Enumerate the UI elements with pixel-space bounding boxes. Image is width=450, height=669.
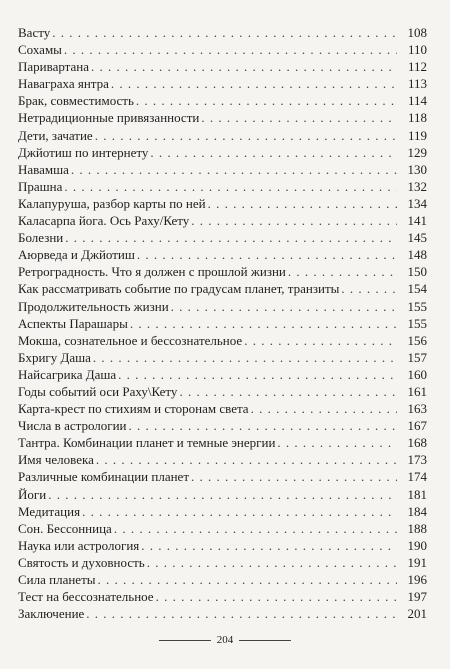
dot-leader xyxy=(52,24,397,41)
dot-leader xyxy=(111,75,397,92)
toc-entry xyxy=(18,92,427,109)
toc-entry-title: Годы событий оси Раху\Кету xyxy=(18,383,178,399)
dot-leader xyxy=(129,417,397,434)
toc-entry xyxy=(18,58,427,75)
toc-entry xyxy=(18,468,427,485)
toc-entry xyxy=(18,571,427,588)
toc-entry-title: Тантра. Комбинации планет и темные энергии xyxy=(18,435,276,451)
dot-leader xyxy=(96,451,397,468)
dot-leader xyxy=(136,92,397,109)
dot-leader xyxy=(191,212,397,229)
toc-entry xyxy=(18,605,427,622)
dot-leader xyxy=(201,109,397,126)
toc-entry-title: Мокша, сознательное и бессознательное xyxy=(18,332,243,348)
toc-entry-page: 167 xyxy=(407,418,427,434)
toc-entry xyxy=(18,451,427,468)
dot-leader xyxy=(91,58,397,75)
dot-leader xyxy=(130,315,397,332)
dot-leader xyxy=(118,366,397,383)
dot-leader xyxy=(251,400,397,417)
dot-leader xyxy=(179,383,397,400)
toc-entry xyxy=(18,417,427,434)
toc-entry xyxy=(18,195,427,212)
toc-entry xyxy=(18,503,427,520)
toc-entry xyxy=(18,144,427,161)
dot-leader xyxy=(150,144,397,161)
toc-entry-page: 184 xyxy=(407,503,427,519)
toc-entry-page: 119 xyxy=(407,127,427,143)
dot-leader xyxy=(82,503,397,520)
toc-entry-page: 190 xyxy=(407,537,427,553)
table-of-contents xyxy=(18,24,427,622)
toc-entry-title: Карта-крест по стихиям и сторонам света xyxy=(18,401,249,417)
toc-entry-page: 154 xyxy=(407,281,427,297)
toc-entry-title: Дети, зачатие xyxy=(18,127,93,143)
toc-entry xyxy=(18,537,427,554)
dot-leader xyxy=(64,41,397,58)
toc-entry-page: 141 xyxy=(407,213,427,229)
toc-entry-title: Бхригу Даша xyxy=(18,349,91,365)
toc-entry-page: 168 xyxy=(407,435,427,451)
toc-entry xyxy=(18,280,427,297)
dot-leader xyxy=(71,161,397,178)
toc-entry-title: Брак, совместимость xyxy=(18,93,134,109)
dot-leader xyxy=(244,332,397,349)
toc-entry-page: 130 xyxy=(407,161,427,177)
toc-entry xyxy=(18,41,427,58)
toc-entry xyxy=(18,332,427,349)
dot-leader xyxy=(147,554,397,571)
toc-entry xyxy=(18,109,427,126)
toc-entry xyxy=(18,486,427,503)
toc-entry-page: 113 xyxy=(407,76,427,92)
toc-entry-page: 157 xyxy=(407,349,427,365)
toc-entry-title: Числа в астрологии xyxy=(18,418,127,434)
toc-entry xyxy=(18,298,427,315)
toc-entry xyxy=(18,75,427,92)
toc-entry xyxy=(18,24,427,41)
toc-entry-page: 148 xyxy=(407,247,427,263)
toc-entry-page: 173 xyxy=(407,452,427,468)
toc-entry-page: 197 xyxy=(407,589,427,605)
toc-entry-page: 114 xyxy=(407,93,427,109)
dot-leader xyxy=(156,588,397,605)
toc-entry-page: 108 xyxy=(407,25,427,40)
toc-entry-page: 134 xyxy=(407,195,427,211)
toc-entry-title: Сила планеты xyxy=(18,572,96,587)
toc-entry-title: Каласарпа йога. Ось Раху/Кету xyxy=(18,213,190,229)
toc-entry-title: Наваграха янтра xyxy=(18,76,109,92)
toc-entry-page: 161 xyxy=(407,383,427,399)
toc-entry-page: 188 xyxy=(407,520,427,536)
dot-leader xyxy=(208,195,397,212)
toc-entry-title: Прашна xyxy=(18,178,63,194)
toc-entry xyxy=(18,554,427,571)
toc-entry-title: Аюрведа и Джйотиш xyxy=(18,247,135,263)
toc-entry-title: Ретроградность. Что я должен с прошлой жизни xyxy=(18,264,286,280)
dot-leader xyxy=(171,298,397,315)
dot-leader xyxy=(93,349,397,366)
footer-rule-right xyxy=(239,640,291,641)
toc-entry-title: Как рассматривать событие по градусам планет, транзиты xyxy=(18,281,340,297)
toc-entry-page: 112 xyxy=(407,59,427,75)
toc-entry-title: Медитация xyxy=(18,503,81,519)
toc-entry-page: 160 xyxy=(407,366,427,382)
toc-entry-title: Продолжительность жизни xyxy=(18,298,169,314)
toc-entry-page: 163 xyxy=(407,401,427,417)
toc-entry-title: Калапуруша, разбор карты по ней xyxy=(18,195,206,211)
toc-entry-title: Йоги xyxy=(18,486,47,502)
dot-leader xyxy=(64,178,397,195)
toc-entry-title: Заключение xyxy=(18,606,85,622)
toc-entry xyxy=(18,383,427,400)
toc-entry xyxy=(18,161,427,178)
toc-entry-page: 118 xyxy=(407,110,427,126)
toc-entry-page: 155 xyxy=(407,298,427,314)
toc-entry-page: 145 xyxy=(407,230,427,246)
toc-entry-title: Тест на бессознательное xyxy=(18,589,154,605)
toc-entry xyxy=(18,520,427,537)
toc-entry-page: 132 xyxy=(407,178,427,194)
dot-leader xyxy=(86,605,397,622)
toc-entry-page: 110 xyxy=(407,42,427,58)
toc-entry xyxy=(18,400,427,417)
toc-entry-title: Джйотиш по интернету xyxy=(18,144,149,160)
page-footer xyxy=(0,634,450,646)
dot-leader xyxy=(98,571,398,588)
dot-leader xyxy=(288,263,397,280)
toc-entry-page: 155 xyxy=(407,315,427,331)
dot-leader xyxy=(141,537,397,554)
toc-entry-title: Аспекты Парашары xyxy=(18,315,128,331)
toc-entry-title: Болезни xyxy=(18,230,64,246)
page-number: 204 xyxy=(216,634,234,646)
toc-entry xyxy=(18,349,427,366)
dot-leader xyxy=(95,127,397,144)
toc-entry-title: Имя человека xyxy=(18,452,94,468)
toc-entry xyxy=(18,178,427,195)
toc-entry xyxy=(18,246,427,263)
toc-entry-page: 174 xyxy=(407,469,427,485)
toc-entry xyxy=(18,588,427,605)
toc-entry-title: Паривартана xyxy=(18,59,90,75)
toc-entry xyxy=(18,434,427,451)
toc-entry-title: Васту xyxy=(18,25,51,40)
toc-entry-title: Сон. Бессонница xyxy=(18,520,112,536)
dot-leader xyxy=(191,468,397,485)
dot-leader xyxy=(277,434,397,451)
toc-entry xyxy=(18,366,427,383)
toc-entry xyxy=(18,127,427,144)
toc-entry-page: 150 xyxy=(407,264,427,280)
toc-entry-page: 201 xyxy=(407,606,427,622)
toc-entry-title: Наука или астрология xyxy=(18,537,140,553)
toc-entry-title: Сохамы xyxy=(18,42,62,58)
toc-entry-page: 191 xyxy=(407,554,427,570)
toc-entry-title: Навамша xyxy=(18,161,69,177)
toc-entry-title: Различные комбинации планет xyxy=(18,469,190,485)
dot-leader xyxy=(137,246,397,263)
toc-entry-title: Нетрадиционные привязанности xyxy=(18,110,200,126)
dot-leader xyxy=(341,280,397,297)
toc-entry-title: Найсагрика Даша xyxy=(18,366,117,382)
toc-entry xyxy=(18,212,427,229)
toc-entry-page: 196 xyxy=(407,572,427,587)
toc-entry-page: 129 xyxy=(407,144,427,160)
toc-entry-title: Святость и духовность xyxy=(18,554,145,570)
toc-entry-page: 156 xyxy=(407,332,427,348)
dot-leader xyxy=(48,486,397,503)
dot-leader xyxy=(65,229,397,246)
toc-entry-page: 181 xyxy=(407,486,427,502)
toc-entry xyxy=(18,263,427,280)
toc-entry xyxy=(18,315,427,332)
footer-rule-left xyxy=(159,640,211,641)
dot-leader xyxy=(114,520,397,537)
toc-entry xyxy=(18,229,427,246)
